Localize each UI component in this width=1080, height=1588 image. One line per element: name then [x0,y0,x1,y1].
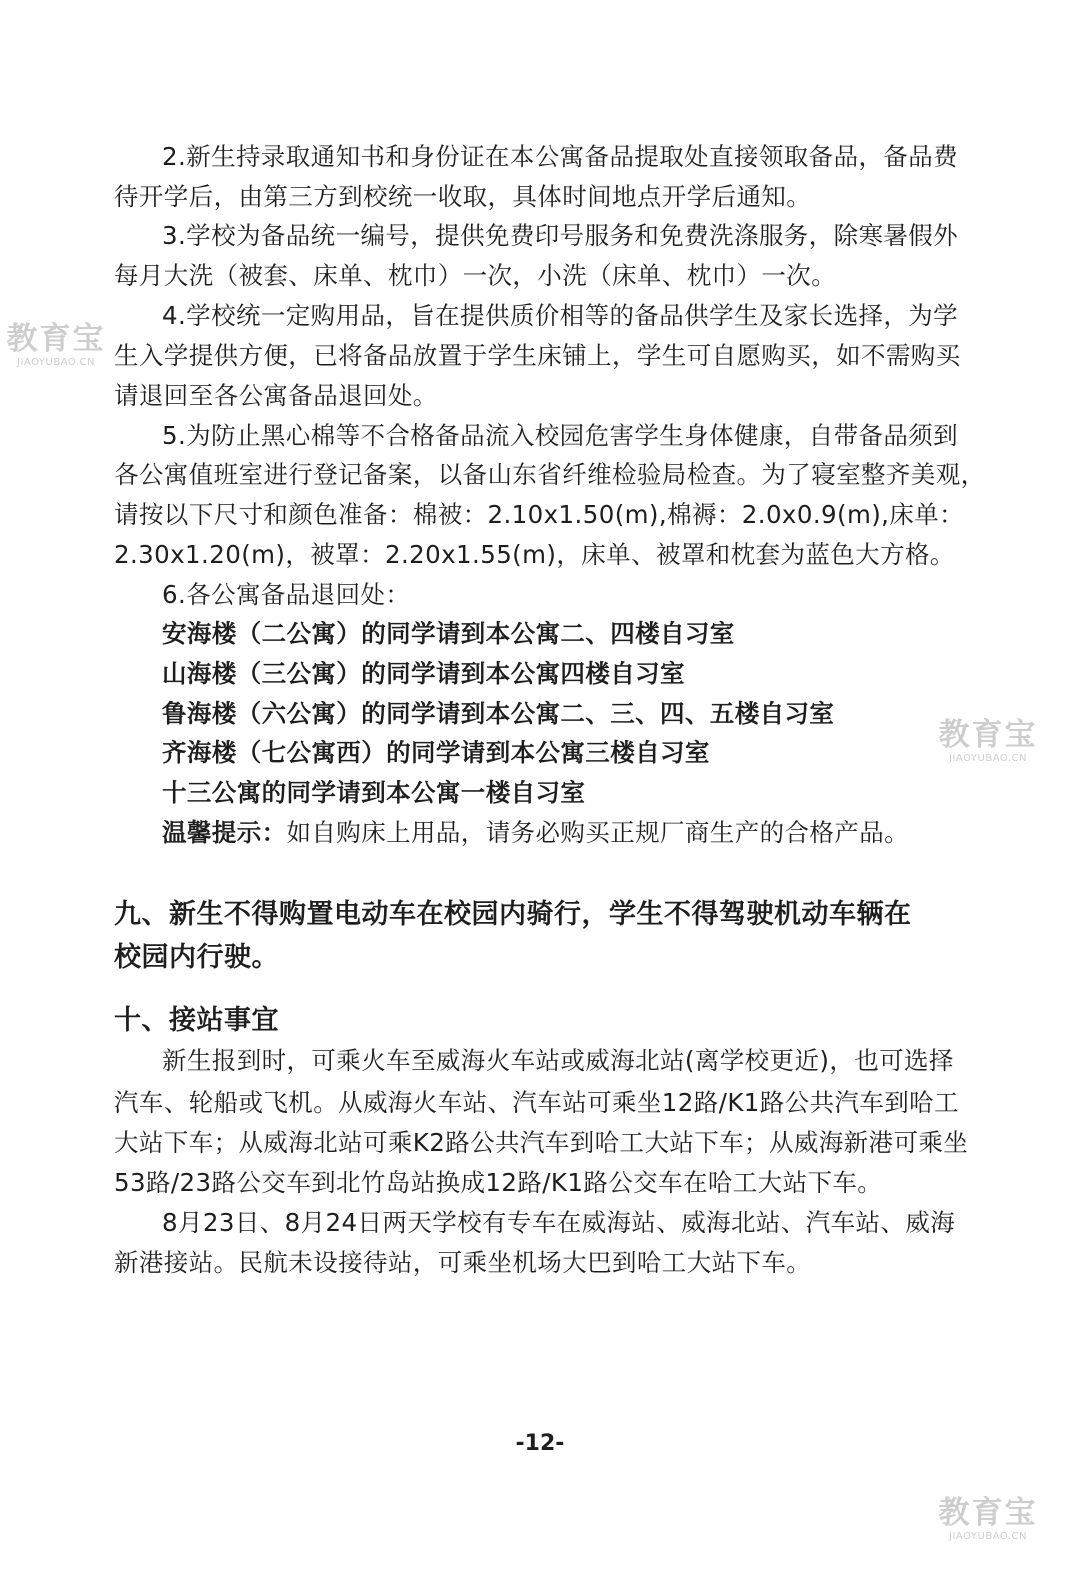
watermark-right-middle [932,718,1044,788]
paragraph-item-5-line-3: 请按以下尺寸和颜色准备：棉被：2.10x1.50(m),棉褥：2.0x0.9(m),床单： [114,500,965,529]
watermark-left [0,322,112,392]
warm-tip-text: 如自购床上用品，请务必购买正规厂商生产的合格产品。 [286,818,909,847]
paragraph-item-3-line-2: 每月大洗（被套、床单、枕巾）一次，小洗（床单、枕巾）一次。 [114,261,837,290]
watermark-domain-text: JIAOYUBAO.CN [949,753,1027,764]
paragraph-item-4-line-3: 请退回至各公寓备品退回处。 [114,381,438,410]
section-10-paragraph-1-line-2: 汽车、轮船或飞机。从威海火车站、汽车站可乘坐12路/K1路公共汽车到哈工 [114,1088,959,1117]
return-location-3: 鲁海楼（六公寓）的同学请到本公寓二、三、四、五楼自习室 [162,699,835,728]
return-location-4: 齐海楼（七公寓西）的同学请到本公寓三楼自习室 [162,738,710,767]
paragraph-item-3-line-1: 3.学校为备品统一编号，提供免费印号服务和免费洗涤服务，除寒暑假外 [162,221,959,250]
page-number: -12- [515,1431,565,1456]
section-10-paragraph-2-line-2: 新港接站。民航未设接待站，可乘坐机场大巴到哈工大站下车。 [114,1248,812,1277]
return-location-1: 安海楼（二公寓）的同学请到本公寓二、四楼自习室 [162,619,735,648]
paragraph-item-4-line-2: 生入学提供方便，已将备品放置于学生床铺上，学生可自愿购买，如不需购买 [114,341,961,370]
section-10-paragraph-1-line-3: 大站下车；从威海北站可乘K2路公共汽车到哈工大站下车；从威海新港可乘坐 [114,1128,969,1157]
paragraph-item-5-line-2: 各公寓值班室进行登记备案，以备山东省纤维检验局检查。为了寝室整齐美观， [114,460,986,489]
warm-tip [162,813,1002,853]
return-location-5: 十三公寓的同学请到本公寓一楼自习室 [162,778,586,807]
paragraph-item-5-line-1: 5.为防止黑心棉等不合格备品流入校园危害学生身体健康，自带备品须到 [162,421,959,450]
section-9-heading-line-1: 九、新生不得购置电动车在校园内骑行，学生不得驾驶机动车辆在 [114,899,912,930]
watermark-domain-text: JIAOYUBAO.CN [949,1531,1027,1542]
paragraph-item-4-line-1: 4.学校统一定购用品，旨在提供质价相等的备品供学生及家长选择，为学 [162,301,959,330]
warm-tip-label: 温馨提示： [162,818,287,847]
paragraph-item-5-line-4: 2.30x1.20(m)，被罩：2.20x1.55(m)，床单、被罩和枕套为蓝色大方格。 [114,540,955,569]
watermark-logo-text: 教育宝 [938,1495,1038,1531]
section-10-heading: 十、接站事宜 [114,1005,279,1036]
return-location-2: 山海楼（三公寓）的同学请到本公寓四楼自习室 [162,659,685,688]
paragraph-item-2-line-2: 待开学后，由第三方到校统一收取，具体时间地点开学后通知。 [114,182,812,211]
section-10-paragraph-2-line-1: 8月23日、8月24日两天学校有专车在威海站、威海北站、汽车站、威海 [162,1208,956,1237]
section-10-paragraph-1-line-1: 新生报到时，可乘火车至威海火车站或威海北站(离学校更近)，也可选择 [162,1046,954,1075]
watermark-domain-text: JIAOYUBAO.CN [17,357,95,368]
paragraph-item-6-title: 6.各公寓备品退回处： [162,580,411,609]
watermark-logo-text: 教育宝 [938,717,1038,753]
section-10-paragraph-1-line-4: 53路/23路公交车到北竹岛站换成12路/K1路公交车在哈工大站下车。 [114,1168,883,1197]
section-9-heading-line-2: 校园内行驶。 [114,942,279,973]
paragraph-item-2-line-1: 2.新生持录取通知书和身份证在本公寓备品提取处直接领取备品，备品费 [162,142,959,171]
watermark-right-bottom [932,1496,1044,1566]
watermark-logo-text: 教育宝 [6,321,106,357]
